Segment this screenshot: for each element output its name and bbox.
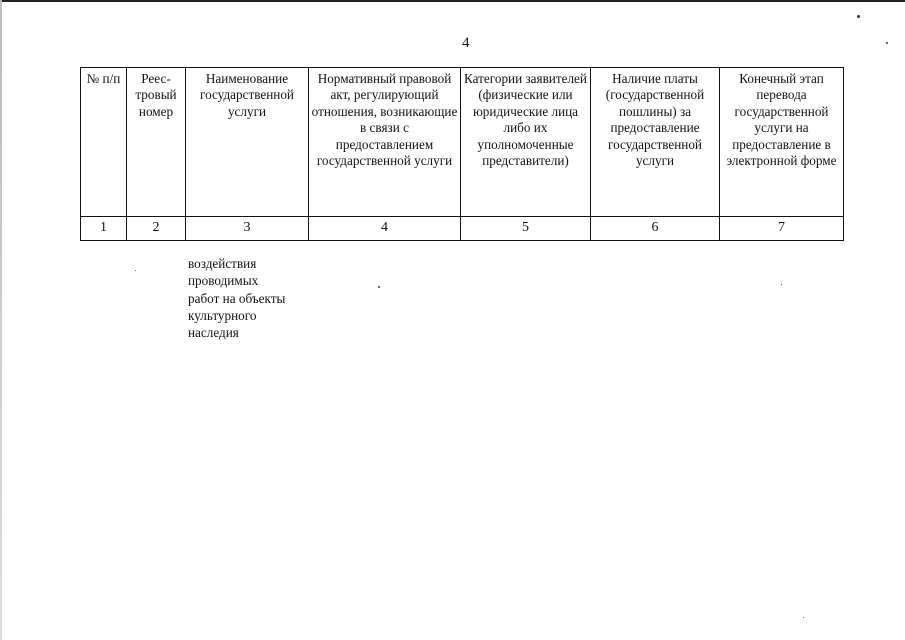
column-number-cell: 6	[591, 217, 720, 241]
services-table	[80, 67, 844, 241]
header-cell-registry-number: Реес-тровый номер	[127, 68, 186, 217]
continuation-line: воздействия	[188, 256, 257, 271]
continuation-line: наследия	[188, 325, 239, 341]
service-name-continuation	[188, 255, 285, 341]
table-header-row	[81, 68, 844, 217]
column-number-cell: 7	[720, 217, 844, 241]
header-cell-fee: Наличие платы (государственной пошлины) за предоставление государственной услуги	[591, 68, 720, 217]
scan-speck	[803, 617, 804, 618]
header-cell-legal-act: Нормативный правовой акт, регулирующий отношения, возникающие в связи с предоставлением государственной услуги	[309, 68, 461, 217]
continuation-line: проводимых	[188, 273, 259, 289]
column-number-cell: 5	[461, 217, 591, 241]
scan-speck	[135, 270, 136, 271]
header-cell-number: № п/п	[81, 68, 127, 217]
page-number: 4	[462, 35, 470, 51]
header-cell-service-name: Наименование государственной услуги	[186, 68, 309, 217]
page-top-edge	[0, 0, 905, 2]
column-number-cell: 4	[309, 217, 461, 241]
column-number-cell: 3	[186, 217, 309, 241]
scan-speck	[781, 284, 782, 285]
column-number-row	[81, 217, 844, 241]
scan-speck	[886, 42, 888, 44]
scan-speck	[378, 286, 380, 288]
column-number-cell: 2	[127, 217, 186, 241]
continuation-line: работ на объекты	[188, 290, 286, 306]
page-left-edge	[0, 0, 2, 640]
column-number-cell: 1	[81, 217, 127, 241]
header-cell-final-stage: Конечный этап перевода государственной услуги на предоставление в электронной форме	[720, 68, 844, 217]
header-cell-applicant-categories: Категории заявителей (физические или юридические лица либо их уполномоченные представители)	[461, 68, 591, 217]
scan-speck	[857, 15, 860, 18]
continuation-line: культурного	[188, 307, 257, 323]
